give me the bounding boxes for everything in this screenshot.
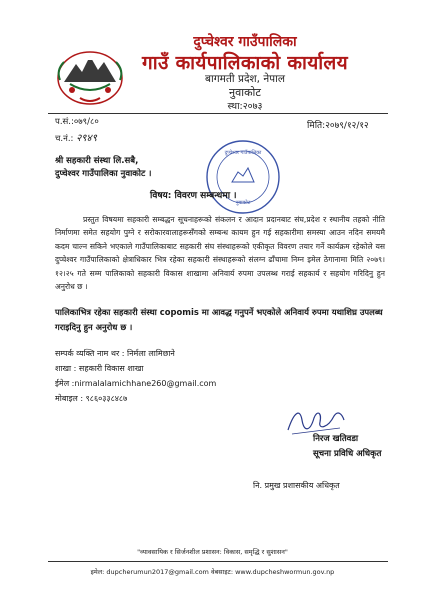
contact-mobile: मोबाइल : ९८६०३३८४८७ xyxy=(55,394,128,403)
province-line: बागमती प्रदेश, नेपाल xyxy=(205,73,285,85)
contact-branch: शाखा : सहकारी विकास शाखा xyxy=(55,364,144,373)
footer-divider xyxy=(48,561,388,562)
signatory-title: सूचना प्रविधि अधिकृत xyxy=(313,449,382,459)
district-line: नुवाकोट xyxy=(229,86,261,99)
header-divider xyxy=(48,113,388,114)
letter-reference-number: प.सं.:०७९/८० xyxy=(55,117,99,127)
municipality-name: दुप्चेश्वर गाउँपालिका xyxy=(193,34,297,50)
contact-person: सम्पर्क व्यक्ति नाम थर : निर्मला लामिछाने xyxy=(55,349,175,358)
svg-text:नुवाकोट: नुवाकोट xyxy=(235,200,251,206)
dispatch-number xyxy=(55,130,97,144)
dispatch-value: २९४९ xyxy=(76,133,97,144)
office-seal-stamp xyxy=(204,138,282,216)
carbon-copy-line: नि. प्रमुख प्रशासकीय अधिकृत xyxy=(253,481,340,490)
contact-email: ईमेल :nirmalalamichhane260@gmail.com xyxy=(55,379,217,388)
footer-contact: इमेल: dupcherumun2017@gmail.com वेबसाइट: www.dupcheshwormun.gov.np xyxy=(90,568,335,576)
subject-line: विषय: विवरण सम्बन्धमा । xyxy=(150,191,237,201)
recipient-line-1: श्री सहकारी संस्था लि.सबै, xyxy=(55,156,139,166)
svg-text:दुप्चेश्वर गाउँपालिका: दुप्चेश्वर गाउँपालिका xyxy=(224,150,262,156)
office-name: गाउँ कार्यपालिकाको कार्यालय xyxy=(142,52,348,74)
footer-slogan: "व्यावसायिक र सिर्जनशील प्रशासन: विकास, समृद्धि र सुशासन" xyxy=(137,548,288,556)
body-paragraph-1: प्रस्तुत विषयमा सहकारी सम्बद्धन सूचनाहरूको संकलन र आदान प्रदानबाट संघ,प्रदेश र स्थानीय तहको नीति निर्माणमा समेत सहयोग पुग्ने र सरोकारवालाहरूसँगको सम्बन्ध कायम हुन गई सहकारीमा समस्या आउन नदिन समयमै कदम चाल्न सकिने भएकाले गाउँपालिकाबाट सहकारी संघ संस्थाहरूको एकीकृत विवरण तयार गर्ने कार्यक्रम रहेकोले यस दुप्चेश्वर गाउँपालिकाको क्षेत्राधिकार भित्र रहेका सहकारी संस्थाहरूको संलग्न ढाँचामा निम्न इमेल ठेगानामा मिति २०७९।१२।२५ गते सम्म पालिकाको सहकारी विकास शाखामा अनिवार्य रुपमा उपलब्ध गराई सहकार्य र सहयोग गरिदिनु हुन अनुरोध छ । xyxy=(55,215,385,292)
letter-date: मिति:२०७९/१२/१२ xyxy=(307,121,369,131)
body-paragraph-2: पालिकाभित्र रहेका सहकारी संस्था copomis मा आवद्ध गनुपर्ने भएकोले अनिवार्य रुपमा यथाशिघ्र उपलब्ध गराइदिनु हुन अनुरोध छ । xyxy=(55,307,383,332)
recipient-line-2: दुप्चेश्वर गाउँपालिका नुवाकोट । xyxy=(55,169,152,179)
dispatch-label: च.नं.: xyxy=(55,134,74,144)
established-line: स्था:२०७३ xyxy=(227,101,263,112)
signatory-name: निरज खतिवडा xyxy=(313,434,359,444)
